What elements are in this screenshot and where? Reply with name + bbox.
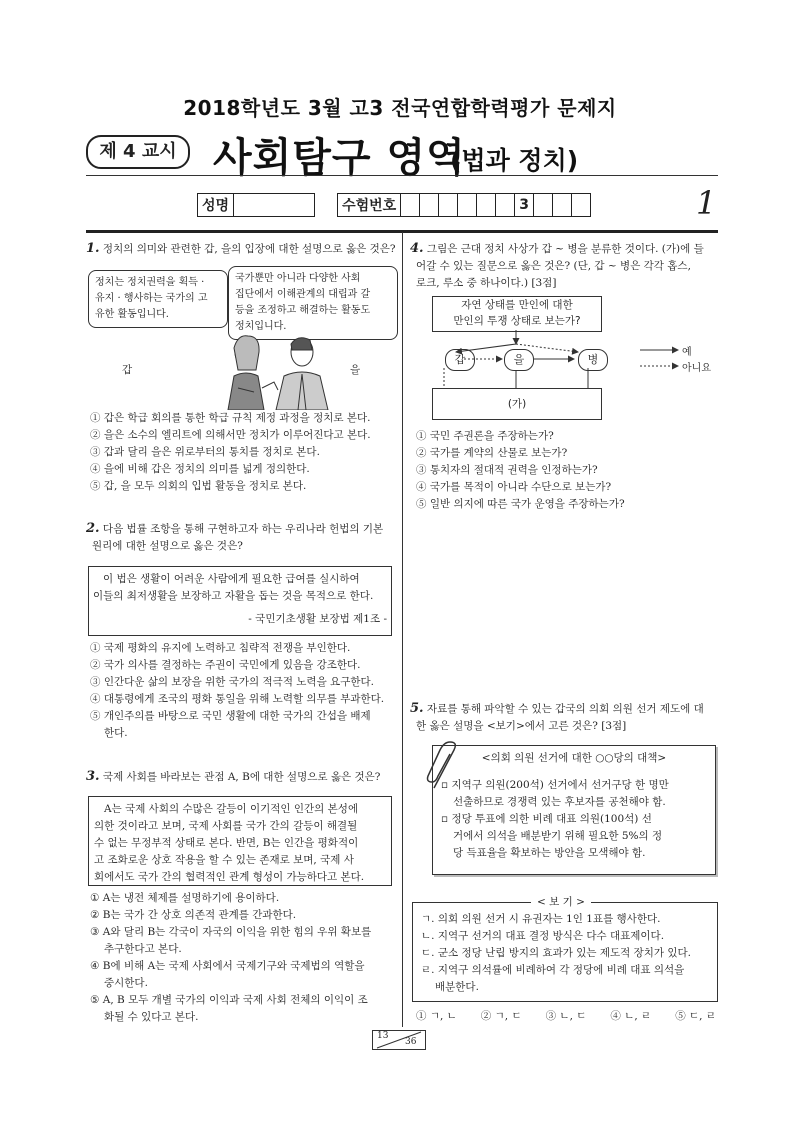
exam-number-cell[interactable] bbox=[458, 194, 477, 217]
q2-option[interactable]: ⑤ 개인주의를 바탕으로 국민 생활에 대한 국가의 간섭을 배제 bbox=[90, 710, 371, 722]
q2-options bbox=[90, 640, 402, 742]
q2-source: - 국민기초생활 보장법 제1조 - bbox=[248, 613, 387, 625]
q3-option[interactable]: ⑤ A, B 모두 개별 국가의 이익과 국제 사회 전체의 이익이 조 bbox=[90, 994, 368, 1006]
student-info-table bbox=[197, 193, 591, 217]
q1-options bbox=[90, 410, 402, 495]
q3-stem: 3. 국제 사회를 바라보는 관점 A, B에 대한 설명으로 옳은 것은? bbox=[86, 769, 381, 784]
q3-options bbox=[90, 890, 402, 1026]
q3-option-continued: 추구한다고 본다. bbox=[104, 943, 182, 955]
q3-option-continued: 중시한다. bbox=[104, 977, 148, 989]
q2-law-box: 이 법은 생활이 어려운 사람에게 필요한 급여를 실시하여 이들의 최저생활을 보장하고 자활을 돕는 것을 목적으로 한다. - 국민기초생활 보장법 제1조 - bbox=[88, 566, 392, 636]
column-divider bbox=[402, 232, 403, 1027]
q1-speaker-a-label: 갑 bbox=[122, 364, 133, 376]
q3-option[interactable]: ② B는 국가 간 상호 의존적 관계를 간과한다. bbox=[90, 909, 297, 921]
page-counter bbox=[372, 1030, 426, 1050]
q5-memo-title: <의회 의원 선거에 대한 ○○당의 대책> bbox=[481, 752, 667, 764]
q4-option[interactable]: ③ 통치자의 절대적 권력을 인정하는가? bbox=[416, 464, 598, 476]
q1-speaker-b-label: 을 bbox=[350, 364, 361, 376]
page-number: 1 bbox=[696, 184, 717, 222]
q4-node-gap: 갑 bbox=[445, 349, 475, 371]
q1-option[interactable]: ② 을은 소수의 엘리트에 의해서만 정치가 이루어진다고 본다. bbox=[90, 429, 371, 441]
q2-option[interactable]: ③ 인간다운 삶의 보장을 위한 국가의 적극적 노력을 요구한다. bbox=[90, 676, 374, 688]
q4-diagram-blank-box: (가) bbox=[432, 388, 602, 420]
exam-number-cell[interactable] bbox=[420, 194, 439, 217]
q5-answer-option[interactable]: ④ ㄴ, ㄹ bbox=[610, 1010, 652, 1022]
page-total: 36 bbox=[405, 1037, 417, 1047]
q5-bogi-box: < 보 기 > ㄱ. 의회 의원 선거 시 유권자는 1인 1표를 행사한다. ㄴ. 지역구 선거의 대표 결정 방식은 다수 대표제이다. ㄷ. 군소 정당 난립 방지의 효과가 있는 제도적 장치가 있다. ㄹ. 지역구 의석률에 비례하여 각 정당에 비례 대표 의석을 배분한다. bbox=[412, 902, 718, 1002]
q1-speech-bubble-a: 정치는 정치권력을 획득 · 유지 · 행사하는 국가의 고 유한 활동입니다. bbox=[88, 270, 228, 328]
q3-option[interactable]: ① A는 냉전 체제를 설명하기에 용이하다. bbox=[90, 892, 280, 904]
exam-number-cell[interactable] bbox=[553, 194, 572, 217]
q2-option[interactable]: ① 국제 평화의 유지에 노력하고 침략적 전쟁을 부인한다. bbox=[90, 642, 351, 654]
q4-node-eul: 을 bbox=[504, 349, 534, 371]
exam-number-cell[interactable] bbox=[572, 194, 591, 217]
name-label: 성명 bbox=[198, 194, 234, 217]
q4-stem: 4. 그림은 근대 정치 사상가 갑 ~ 병을 분류한 것이다. (가)에 들 어갈 수 있는 질문으로 옳은 것은? (단, 갑 ~ 병은 각각 홉스, 로크, 루소 중 하나이다.) [3점] bbox=[410, 241, 704, 289]
q5-answer-option[interactable]: ⑤ ㄷ, ㄹ bbox=[675, 1010, 716, 1022]
q4-option[interactable]: ② 국가를 계약의 산물로 보는가? bbox=[416, 447, 568, 459]
name-field[interactable] bbox=[234, 194, 315, 217]
q1-speech-bubble-b: 국가뿐만 아니라 다양한 사회 집단에서 이해관계의 대립과 갈 등을 조정하고 해결하는 활동도 정치입니다. bbox=[228, 266, 398, 340]
q1-option[interactable]: ① 갑은 학급 회의를 통한 학급 규칙 제정 과정을 정치로 본다. bbox=[90, 412, 371, 424]
q4-options bbox=[416, 428, 716, 513]
q4-option[interactable]: ④ 국가를 목적이 아니라 수단으로 보는가? bbox=[416, 481, 612, 493]
woman-figure-icon bbox=[228, 336, 264, 410]
q2-option[interactable]: ④ 대통령에게 조국의 평화 통일을 위해 노력할 의무를 부과한다. bbox=[90, 693, 385, 705]
subject-subtitle: (법과 정치) bbox=[450, 146, 579, 175]
page-current: 13 bbox=[377, 1031, 389, 1041]
period-badge: 제 4 교시 bbox=[86, 135, 190, 169]
q4-legend-yes: 예 bbox=[682, 347, 692, 358]
exam-number-cell[interactable] bbox=[477, 194, 496, 217]
q5-answers bbox=[416, 1008, 716, 1025]
exam-title: 2018학년도 3월 고3 전국연합학력평가 문제지 bbox=[183, 96, 617, 120]
q5-stem: 5. 자료를 통해 파악할 수 있는 갑국의 의회 의원 선거 제도에 대 한 옳은 설명을 <보기>에서 고른 것은? [3점] bbox=[410, 701, 704, 732]
exam-number-cell[interactable]: 3 bbox=[515, 194, 534, 217]
q3-option[interactable]: ③ A와 달리 B는 각국이 자국의 이익을 위한 힘의 우위 확보를 bbox=[90, 926, 372, 938]
man-figure-icon bbox=[262, 338, 328, 410]
header-divider bbox=[86, 175, 718, 176]
exam-number-cell[interactable] bbox=[496, 194, 515, 217]
q4-diagram-question-box: 자연 상태를 만인에 대한 만인의 투쟁 상태로 보는가? bbox=[432, 296, 602, 332]
exam-number-label: 수험번호 bbox=[338, 194, 401, 217]
q1-stem: 1. 정치의 의미와 관련한 갑, 을의 입장에 대한 설명으로 옳은 것은? bbox=[86, 241, 396, 256]
q2-option[interactable]: ② 국가 의사를 결정하는 주권이 국민에게 있음을 강조한다. bbox=[90, 659, 361, 671]
q1-option[interactable]: ④ 을에 비해 갑은 정치의 의미를 넓게 정의한다. bbox=[90, 463, 310, 475]
q4-option[interactable]: ① 국민 주권론을 주장하는가? bbox=[416, 430, 554, 442]
q5-answer-option[interactable]: ② ㄱ, ㄷ bbox=[480, 1010, 522, 1022]
subject-title: 사회탐구 영역 bbox=[213, 135, 466, 181]
q4-node-byeong: 병 bbox=[578, 349, 608, 371]
exam-number-cell[interactable] bbox=[534, 194, 553, 217]
q3-passage-box: A는 국제 사회의 수많은 갈등이 이기적인 인간의 본성에 의한 것이라고 보며, 국제 사회를 국가 간의 갈등이 해결될 수 없는 무정부적 상태로 본다. 반면, B는 인간을 평화적이 고 조화로운 상호 작용을 할 수 있는 존재로 보며, 국제 사 회에서도 국가 간의 협력적인 관계 형성이 가능하다고 본다. bbox=[88, 796, 392, 886]
q3-option-continued: 화될 수 있다고 본다. bbox=[104, 1011, 199, 1023]
q2-option-continued: 한다. bbox=[104, 727, 128, 739]
q5-memo-box: <의회 의원 선거에 대한 ○○당의 대책> ▫ 지역구 의원(200석) 선거에서 선거구당 한 명만 선출하므로 경쟁력 있는 후보자를 공천해야 함. ▫ 정당 투표에 의한 비례 대표 의원(100석) 선 거에서 의석을 배분받기 위해 필요한 5%의 정 당 득표율을 확보하는 방안을 모색해야 함. bbox=[432, 745, 716, 875]
q5-answer-option[interactable]: ① ㄱ, ㄴ bbox=[416, 1010, 457, 1022]
q4-legend-no: 아니요 bbox=[682, 363, 711, 374]
exam-number-cell[interactable] bbox=[439, 194, 458, 217]
q2-stem: 2. 다음 법률 조항을 통해 구현하고자 하는 우리나라 헌법의 기본 원리에 대한 설명으로 옳은 것은? bbox=[86, 521, 384, 552]
q5-answer-option[interactable]: ③ ㄴ, ㄷ bbox=[545, 1010, 587, 1022]
q1-option[interactable]: ③ 갑과 달리 을은 위로부터의 통치를 정치로 본다. bbox=[90, 446, 320, 458]
q3-option[interactable]: ④ B에 비해 A는 국제 사회에서 국제기구와 국제법의 역할을 bbox=[90, 960, 365, 972]
exam-number-cell[interactable] bbox=[401, 194, 420, 217]
q5-bogi-title: < 보 기 > bbox=[531, 894, 591, 911]
q4-option[interactable]: ⑤ 일반 의지에 따른 국가 운영을 주장하는가? bbox=[416, 498, 625, 510]
q1-option[interactable]: ⑤ 갑, 을 모두 의회의 입법 활동을 정치로 본다. bbox=[90, 480, 307, 492]
